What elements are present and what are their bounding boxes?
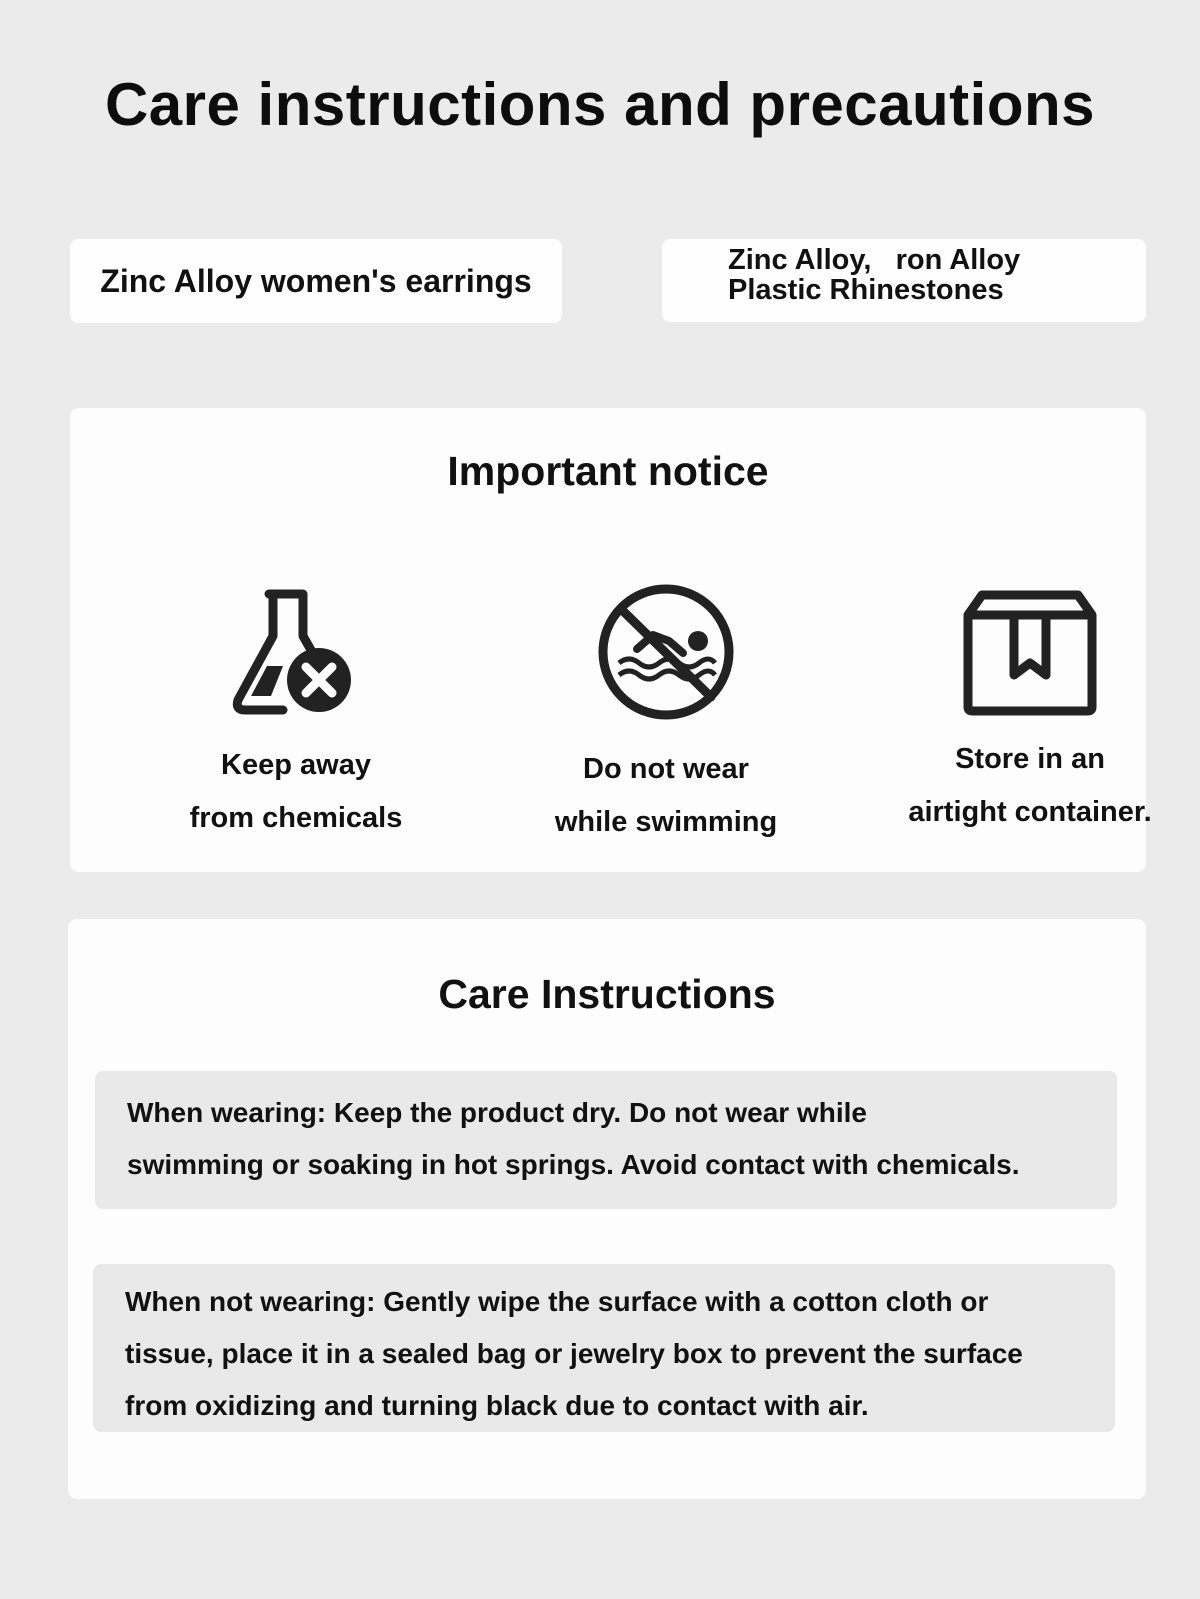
product-name-tag bbox=[70, 239, 562, 323]
care-text-line: swimming or soaking in hot springs. Avoid contact with chemicals. bbox=[127, 1149, 1020, 1180]
notice-label-line-1: Keep away bbox=[221, 749, 371, 781]
notice-item-storage bbox=[880, 589, 1180, 839]
notice-label-line-1: Store in an bbox=[955, 743, 1105, 775]
notice-item-chemicals bbox=[146, 588, 446, 845]
notice-label-line-2: from chemicals bbox=[189, 802, 403, 834]
care-when-wearing bbox=[95, 1071, 1117, 1209]
care-text-line: When not wearing: Gently wipe the surface with a cotton cloth or bbox=[125, 1286, 989, 1317]
notice-label-line-1: Do not wear bbox=[583, 753, 749, 785]
important-notice-card bbox=[70, 408, 1152, 872]
notice-item-swimming bbox=[516, 583, 816, 849]
chemical-flask-x-icon bbox=[231, 588, 361, 720]
care-text-line: tissue, place it in a sealed bag or jewelry box to prevent the surface bbox=[125, 1338, 1023, 1369]
notice-label-line-2: airtight container. bbox=[908, 796, 1152, 828]
care-text-line: from oxidizing and turning black due to contact with air. bbox=[125, 1390, 869, 1421]
notice-label-line-2: while swimming bbox=[554, 806, 778, 838]
storage-box-icon bbox=[962, 589, 1098, 717]
materials-line-1: Zinc Alloy, ron Alloy bbox=[728, 244, 1021, 276]
materials-line-2: Plastic Rhinestones bbox=[728, 274, 1004, 306]
important-notice-title: Important notice bbox=[447, 448, 769, 494]
care-instructions-title: Care Instructions bbox=[438, 971, 776, 1017]
materials-tag bbox=[662, 239, 1146, 322]
care-when-not-wearing bbox=[93, 1264, 1115, 1432]
no-swimming-icon bbox=[597, 583, 735, 721]
product-name-text: Zinc Alloy women's earrings bbox=[100, 262, 532, 299]
care-instructions-card bbox=[68, 919, 1146, 1499]
page-title: Care instructions and precautions bbox=[104, 71, 1096, 138]
care-text-line: When wearing: Keep the product dry. Do not wear while bbox=[127, 1097, 867, 1128]
